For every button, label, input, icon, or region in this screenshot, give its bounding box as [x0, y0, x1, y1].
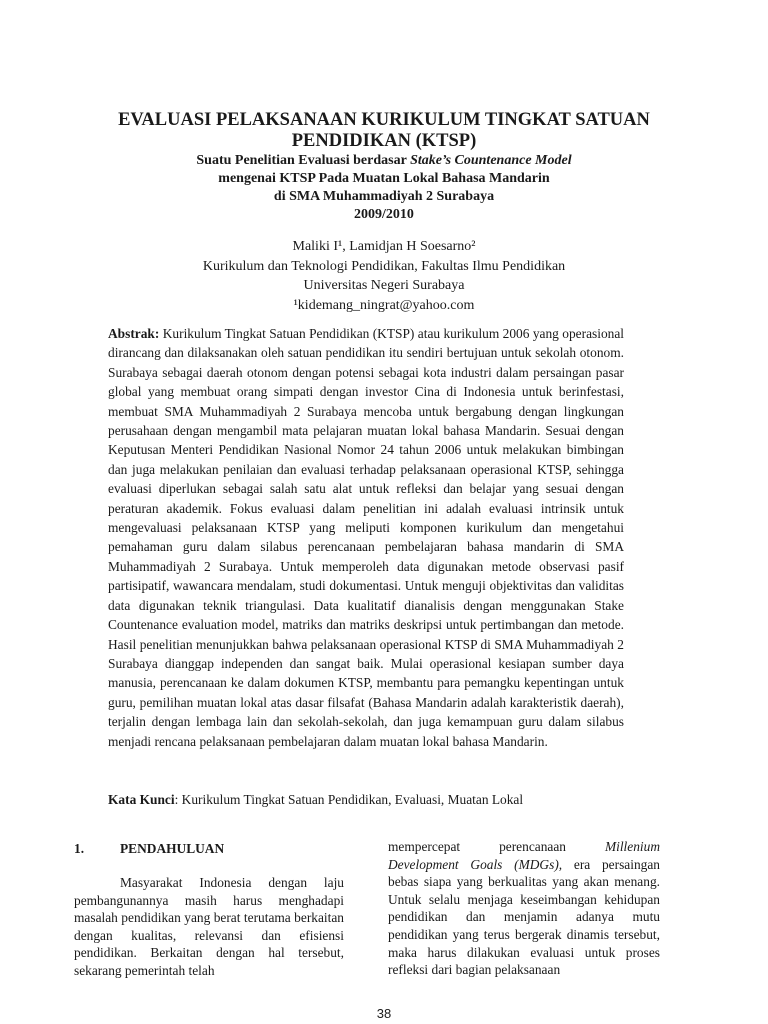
keywords-label: Kata Kunci — [108, 792, 175, 807]
subtitle-line-3: di SMA Muhammadiyah 2 Surabaya — [273, 189, 495, 204]
paper-title — [90, 110, 678, 152]
title-line-2: PENDIDIKAN (KTSP) — [291, 131, 477, 151]
author-university: Universitas Negeri Surabaya — [303, 278, 465, 293]
section-title: PENDAHULUAN — [120, 841, 225, 856]
title-line-1: EVALUASI PELAKSANAAN KURIKULUM TINGKAT SATUAN — [118, 110, 650, 130]
section-heading — [74, 839, 354, 858]
author-block — [90, 237, 678, 315]
subtitle-line-1-prefix: Suatu Penelitian Evaluasi berdasar — [196, 153, 411, 168]
author-names: Maliki I¹, Lamidjan H Soesarno² — [292, 239, 476, 254]
author-department: Kurikulum dan Teknologi Pendidikan, Fakultas Ilmu Pendidikan — [202, 258, 566, 274]
abstract — [108, 324, 624, 751]
abstract-text: Kurikulum Tingkat Satuan Pendidikan (KTSP) atau kurikulum 2006 yang operasional dirancang dan dilaksanakan oleh satuan pendidikan itu sendiri bertujuan untuk sekolah otonom. Surabaya sebagai daerah otonom dengan potensi sebagai kota industri dalam persaingan pasar global yang membuat orang simpati dengan investor Cina di Indonesia untuk berinfestasi, membuat SMA Muhammadiyah 2 Surabaya mencoba untuk bergabung dengan lingkungan perusahaan dengan mengambil mata pelajaran muatan lokal bahasa Mandarin. Sesuai dengan Keputusan Menteri Pendidikan Nasional Nomor 24 tahun 2006 untuk melakukan bimbingan dan juga melakukan penilaian dan evaluasi terhadap pelaksanaan operasional KTSP, sehingga evaluasi diperlukan sebagai salah satu alat untuk refleksi dan belajar yang sesuai dengan peraturan akademik. Fokus evaluasi dalam penelitian ini adalah evaluasi intrinsik untuk mengevaluasi pelaksanaan KTSP yang meliputi komponen kurikulum dan mengetahui pemahaman guru dalam silabus perencanaan pembelajaran bahasa mandarin di SMA Muhammadiyah 2 Surabaya. Untuk memperoleh data digunakan metode observasi pasif partisipatif, wawancara mendalam, studi dokumentasi. Untuk menguji objektivitas dan validitas data digunakan teknik triangulasi. Data kualitatif dianalisis dengan menggunakan Stake Countenance evaluation model, matriks dan matriks deskripsi untuk pertimbangan dan metode. Hasil penelitian menunjukkan bahwa pelaksanaan operasional KTSP di SMA Muhammadiyah 2 Surabaya dianggap independen dan sangat baik. Mulai operasional kesiapan sumber daya manusia, perencanaan ke dalam dokumen KTSP, membantu para pemangku kepentingan untuk guru, pemilihan muatan lokal atas dasar filsafat (Bahasa Mandarin adalah karakteristik daerah), terjalin dengan lembaga lain dan sekolah-sekolah, dan juga kemampuan guru dalam silabus menjadi rencana pelaksanaan pembelajaran dalam muatan lokal bahasa Mandarin. — [108, 326, 624, 749]
author-email: ¹kidemang_ningrat@yahoo.com — [293, 297, 475, 313]
keywords-text: : Kurikulum Tingkat Satuan Pendidikan, Evaluasi, Muatan Lokal — [174, 792, 524, 807]
subtitle-line-2: mengenai KTSP Pada Muatan Lokal Bahasa Mandarin — [218, 171, 550, 186]
right-column-suffix: era persaingan bebas siapa yang berkualitas yang akan menang. Untuk selalu menjaga keseimbangan kehidupan pendidikan dan menjamin adanya mutu pendidikan yang terus bergerak dinamis tersebut, maka harus dilakukan evaluasi untuk proses refleksi dari bagian pelaksanaan — [388, 856, 660, 978]
left-column-paragraph: Masyarakat Indonesia dengan laju pembangunannya masih harus menghadapi masalah pendidikan yang berat terutama berkaitan dengan kualitas, relevansi dan efisiensi pendidikan. Berkaitan dengan hal tersebut, sekarang pemerintah telah — [74, 875, 344, 978]
right-column-italic: Millenium Development Goals (MDGs), — [388, 839, 660, 872]
section-number: 1. — [74, 841, 85, 856]
subtitle-line-4: 2009/2010 — [354, 207, 414, 222]
right-column-paragraph — [388, 838, 660, 979]
page-number: 38 — [376, 1006, 392, 1021]
abstract-label: Abstrak: — [108, 326, 160, 341]
right-column-prefix: mempercepat perencanaan — [388, 839, 605, 854]
keywords — [108, 790, 624, 809]
paper-subtitle — [90, 152, 678, 224]
subtitle-line-1-italic: Stake’s Countenance Model — [410, 153, 572, 168]
